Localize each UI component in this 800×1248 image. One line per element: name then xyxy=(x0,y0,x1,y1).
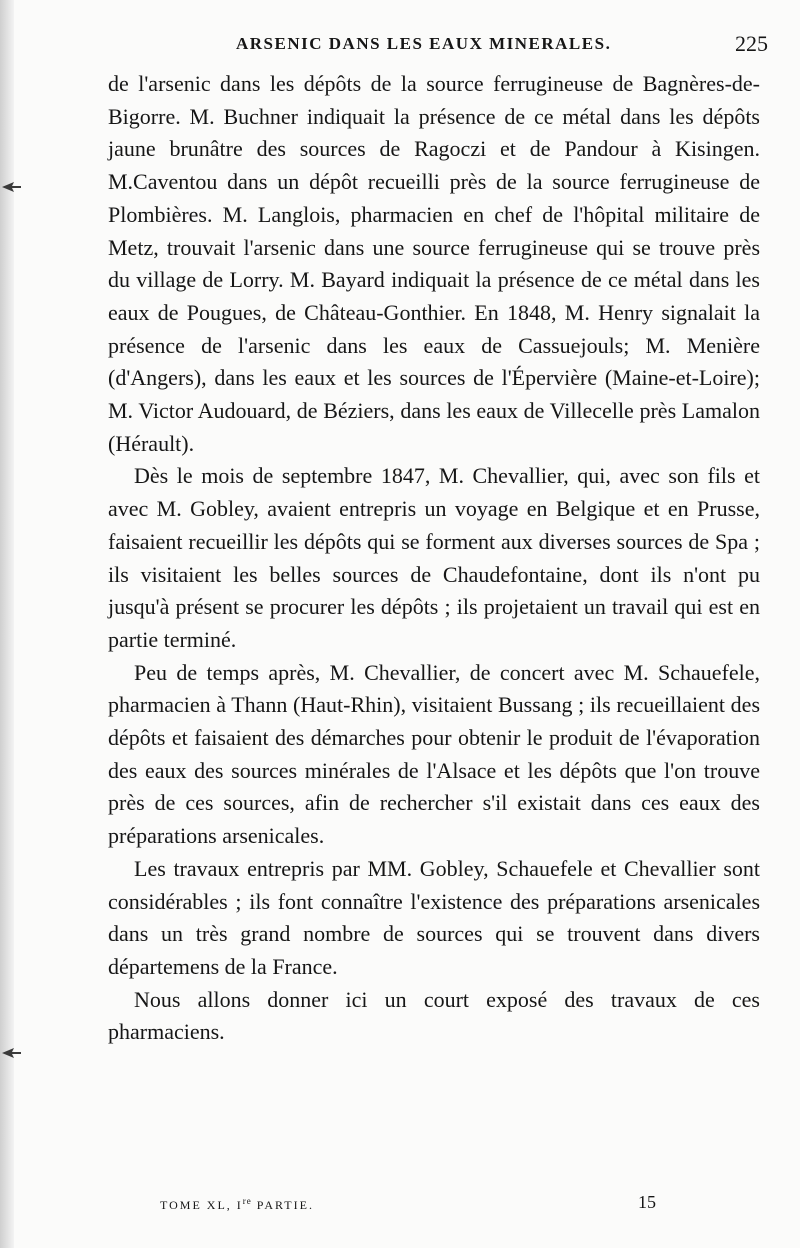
signature-sup: re xyxy=(242,1196,252,1206)
paragraph: Nous allons donner ici un court exposé des travaux de ces pharmaciens. xyxy=(108,986,760,1045)
paragraph: de l'arsenic dans les dépôts de la source ferrugineuse de Bagnères-de-Bigorre. M. Buchner indiquait la présence de ce métal dans les dépôts jaune brunâtre des sources de Ragoczi et de Pandour à Kisingen. M.Caventou dans un dépôt recueilli près de la source ferrugineuse de Plombières. M. Langlois, pharmacien en chef de l'hôpital militaire de Metz, trouvait l'arsenic dans une source ferrugineuse qui se trouve près du village de Lorry. M. Bayard indiquait la présence de ce métal dans les eaux de Pougues, de Château-Gonthier. En 1848, M. Henry signalait la présence de l'arsenic dans les eaux de Cassuejouls; M. Menière (d'Angers), dans les eaux et les sources de l'Épervière (Maine-et-Loire); M. Victor Audouard, de Béziers, dans les eaux de Villecelle près Lamalon (Hérault). xyxy=(108,71,760,456)
paragraph: Les travaux entrepris par MM. Gobley, Schauefele et Chevallier sont considérables ; ils font connaître l'existence des préparations arsenicales dans un très grand nombre de sources qui se trouvent dans divers départemens de la France. xyxy=(108,855,760,979)
arrow-left-icon xyxy=(0,1046,22,1060)
page-number: 225 xyxy=(735,31,768,56)
signature-main: TOME XL, I xyxy=(160,1198,243,1212)
signature-mark: 15 xyxy=(638,1192,656,1212)
arrow-left-icon xyxy=(0,180,22,194)
body-text xyxy=(108,68,760,1049)
page-footer xyxy=(160,1192,656,1216)
running-title: ARSENIC DANS LES EAUX MINERALES. xyxy=(236,34,612,53)
page-header xyxy=(108,31,768,60)
paragraph: Dès le mois de septembre 1847, M. Chevallier, qui, avec son fils et avec M. Gobley, avaient entrepris un voyage en Belgique et en Prusse, faisaient recueillir les dépôts qui se forment aux diverses sources de Spa ; ils visitaient les belles sources de Chaudefontaine, dont ils n'ont pu jusqu'à présent se procurer les dépôts ; ils projetaient un travail qui est en partie terminé. xyxy=(108,463,760,652)
volume-signature xyxy=(160,1196,314,1213)
signature-rest: PARTIE. xyxy=(251,1198,314,1212)
paragraph: Peu de temps après, M. Chevallier, de concert avec M. Schauefele, pharmacien à Thann (Haut-Rhin), visitaient Bussang ; ils recueillaient des dépôts et faisaient des démarches pour obtenir le produit de l'évaporation des eaux des sources minérales de l'Alsace et les dépôts que l'on trouve près de ces sources, afin de rechercher s'il existait dans ces eaux des préparations arsenicales. xyxy=(108,659,760,849)
